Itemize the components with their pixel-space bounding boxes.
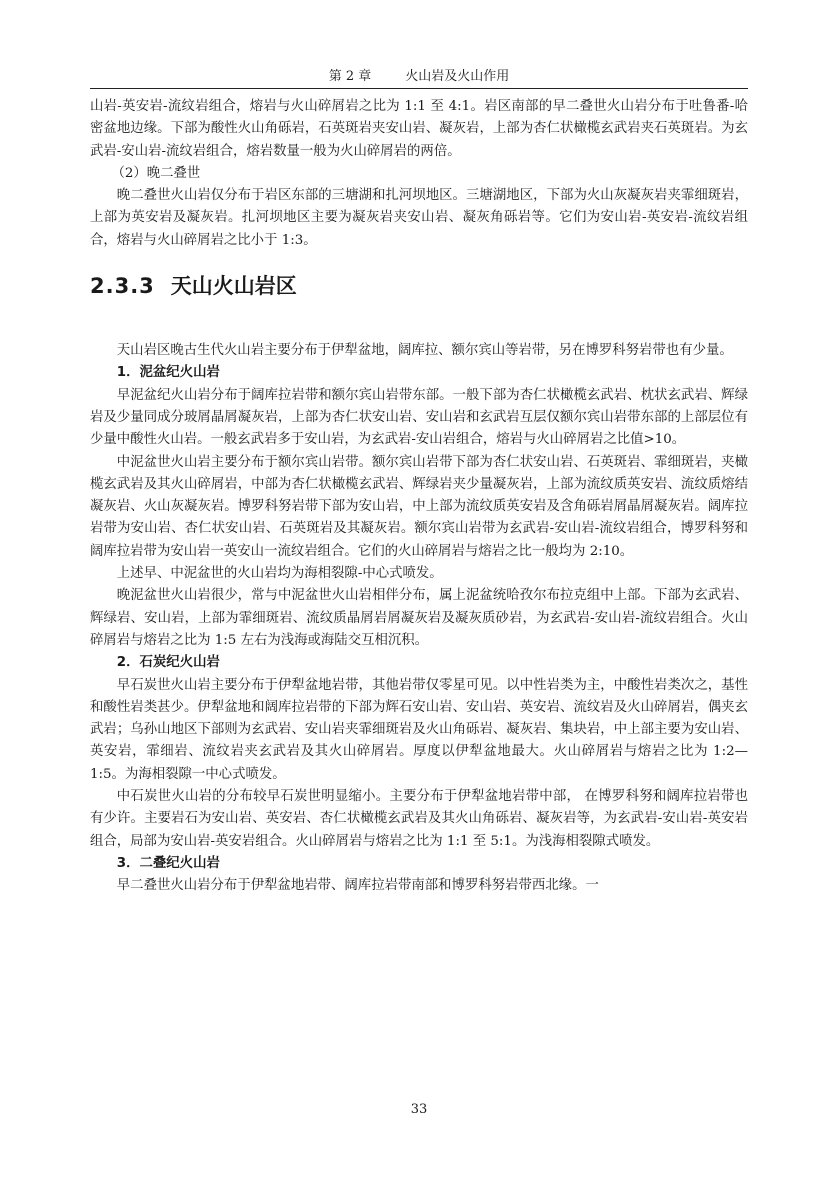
section-title: 天山火山岩区 <box>170 274 297 299</box>
subsection-heading: 3．二叠纪火山岩 <box>116 855 220 871</box>
intro-paragraph: 天山岩区晚古生代火山岩主要分布于伊犁盆地，阔库拉、额尔宾山等岩带，另在博罗科努岩带也有少量。 <box>116 343 733 359</box>
chapter-label: 第 2 章 <box>328 69 372 84</box>
paragraph: 早二叠世火山岩分布于伊犁盆地岩带、阔库拉岩带南部和博罗科努岩带西北缘。一 <box>116 878 599 894</box>
paragraph: 山岩-英安岩-流纹岩组合，熔岩与火山碎屑岩之比为 1:1 至 4:1。岩区南部的早二叠世火山岩分布于吐鲁番-哈密盆地边缘。下部为酸性火山角砾岩，石英斑岩夹安山岩、凝灰岩，上部为杏仁状橄榄玄武岩夹石英斑岩。为玄武岩-安山岩-流纹岩组合，熔岩数量一般为火山碎屑岩的两倍。 <box>90 99 748 159</box>
section-heading <box>90 271 748 301</box>
paragraph: 上述早、中泥盆世的火山岩均为海相裂隙-中心式喷发。 <box>116 566 443 582</box>
header-rule <box>90 88 748 89</box>
paragraph: 中石炭世火山岩的分布较早石炭世明显缩小。主要分布于伊犁盆地岩带中部， 在博罗科努和阔库拉岩带也有少许。主要岩石为安山岩、英安岩、杏仁状橄榄玄武岩及其火山角砾岩、凝灰岩等，为玄武岩-安山岩-英安岩组合，局部为安山岩-英安岩组合。火山碎屑岩与熔岩之比为 1:1 至 5:1。为浅海相裂隙式喷发。 <box>90 789 748 849</box>
paragraph: 晚二叠世火山岩仅分布于岩区东部的三塘湖和扎河坝地区。三塘湖地区，下部为火山灰凝灰岩夹霏细斑岩，上部为英安岩及凝灰岩。扎河坝地区主要为凝灰岩夹安山岩、凝灰角砾岩等。它们为安山岩-英安岩-流纹岩组合，熔岩与火山碎屑岩之比小于 1:3。 <box>90 188 748 248</box>
subsection-heading: 1．泥盆纪火山岩 <box>116 365 220 381</box>
page-body <box>90 96 748 898</box>
subheading-late-permian: （2）晚二叠世 <box>111 165 201 181</box>
section-number: 2.3.3 <box>90 274 155 299</box>
chapter-title: 火山岩及火山作用 <box>405 69 510 84</box>
running-header <box>90 68 748 86</box>
paragraph: 早石炭世火山岩主要分布于伊犁盆地岩带，其他岩带仅零星可见。以中性岩类为主，中酸性岩类次之，基性和酸性岩类甚少。伊犁盆地和阔库拉岩带的下部为辉石安山岩、安山岩、英安岩、流纹岩及火山碎屑岩，偶夹玄武岩；乌孙山地区下部则为玄武岩、安山岩夹霏细斑岩及火山角砾岩、凝灰岩、集块岩，中上部主要为安山岩、英安岩，霏细岩、流纹岩夹玄武岩及其火山碎屑岩。厚度以伊犁盆地最大。火山碎屑岩与熔岩之比为 1:2—1:5。为海相裂隙一中心式喷发。 <box>90 677 748 782</box>
paragraph: 晚泥盆世火山岩很少，常与中泥盆世火山岩相伴分布，属上泥盆统哈孜尔布拉克组中上部。下部为玄武岩、辉绿岩、安山岩，上部为霏细斑岩、流纹质晶屑岩屑凝灰岩及凝灰质砂岩，为玄武岩-安山岩-流纹岩组合。火山碎屑岩与熔岩之比为 1:5 左右为浅海或海陆交互相沉积。 <box>90 588 748 648</box>
paragraph: 中泥盆世火山岩主要分布于额尔宾山岩带。额尔宾山岩带下部为杏仁状安山岩、石英斑岩、霏细斑岩，夹橄榄玄武岩及其火山碎屑岩，中部为杏仁状橄榄玄武岩、辉绿岩夹少量凝灰岩，上部为流纹质英安岩、流纹质熔结凝灰岩、火山灰凝灰岩。博罗科努岩带下部为安山岩，中上部为流纹质英安岩及含角砾岩屑晶屑凝灰岩。阔库拉岩带为安山岩、杏仁状安山岩、石英斑岩及其凝灰岩。额尔宾山岩带为玄武岩-安山岩-流纹岩组合，博罗科努和阔库拉岩带为安山岩一英安山一流纹岩组合。它们的火山碎屑岩与熔岩之比一般均为 2:10。 <box>90 454 748 559</box>
page-number: 33 <box>410 1102 428 1117</box>
paragraph: 早泥盆纪火山岩分布于阔库拉岩带和额尔宾山岩带东部。一般下部为杏仁状橄榄玄武岩、枕状玄武岩、辉绿岩及少量同成分玻屑晶屑凝灰岩，上部为杏仁状安山岩、安山岩和玄武岩互层仅额尔宾山岩带东部的上部层位有少量中酸性火山岩。一般玄武岩多于安山岩，为玄武岩-安山岩组合，熔岩与火山碎屑岩之比值>10。 <box>90 387 748 448</box>
subsection-heading: 2．石炭纪火山岩 <box>116 655 220 671</box>
